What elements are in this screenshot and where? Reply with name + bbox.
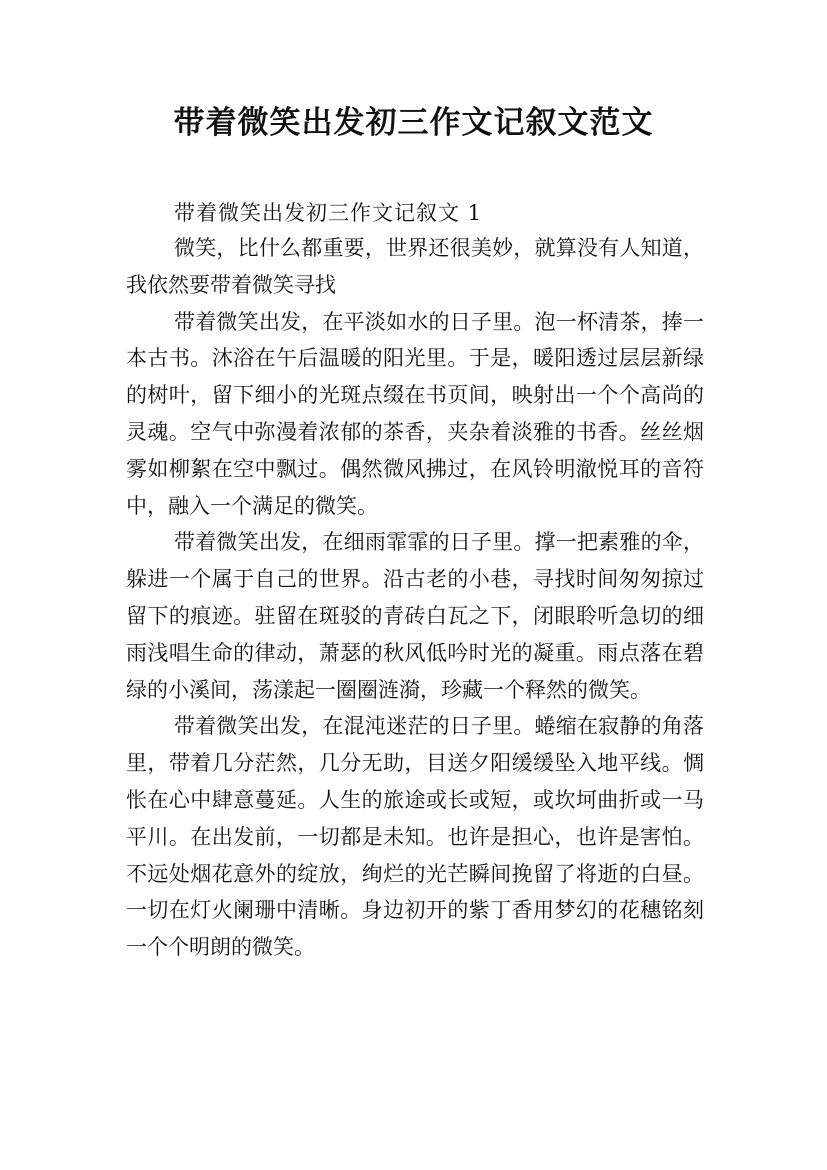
paragraph-2: 带着微笑出发，在平淡如水的日子里。泡一杯清茶，捧一本古书。沐浴在午后温暖的阳光里。于是，暖阳透过层层新绿的树叶，留下细小的光斑点缀在书页间，映射出一个个高尚的灵魂。空气中弥漫着浓郁的茶香，夹杂着淡雅的书香。丝丝烟雾如柳絮在空中飘过。偶然微风拂过，在风铃明澈悦耳的音符中，融入一个满足的微笑。 (126, 309, 704, 518)
document-title: 带着微笑出发初三作文记叙文范文 (173, 105, 654, 141)
paragraph-4: 带着微笑出发，在混沌迷茫的日子里。蜷缩在寂静的角落里，带着几分茫然，几分无助，目送夕阳缓缓坠入地平线。惆怅在心中肆意蔓延。人生的旅途或长或短，或坎坷曲折或一马平川。在出发前，一切都是未知。也许是担心，也许是害怕。不远处烟花意外的绽放，绚烂的光芒瞬间挽留了将逝的白昼。一切在灯火阑珊中清晰。身边初开的紫丁香用梦幻的花穗铭刻一个个明朗的微笑。 (126, 714, 704, 960)
document-body (126, 196, 704, 966)
paragraph-1: 微笑，比什么都重要，世界还很美妙，就算没有人知道，我依然要带着微笑寻找 (126, 236, 704, 297)
essay-subtitle: 带着微笑出发初三作文记叙文 1 (174, 201, 483, 225)
paragraph-3: 带着微笑出发，在细雨霏霏的日子里。撑一把素雅的伞，躲进一个属于自己的世界。沿古老的小巷，寻找时间匆匆掠过留下的痕迹。驻留在斑驳的青砖白瓦之下，闭眼聆听急切的细雨浅唱生命的律动，萧瑟的秋风低吟时光的凝重。雨点落在碧绿的小溪间，荡漾起一圈圈涟漪，珍藏一个释然的微笑。 (126, 530, 704, 702)
